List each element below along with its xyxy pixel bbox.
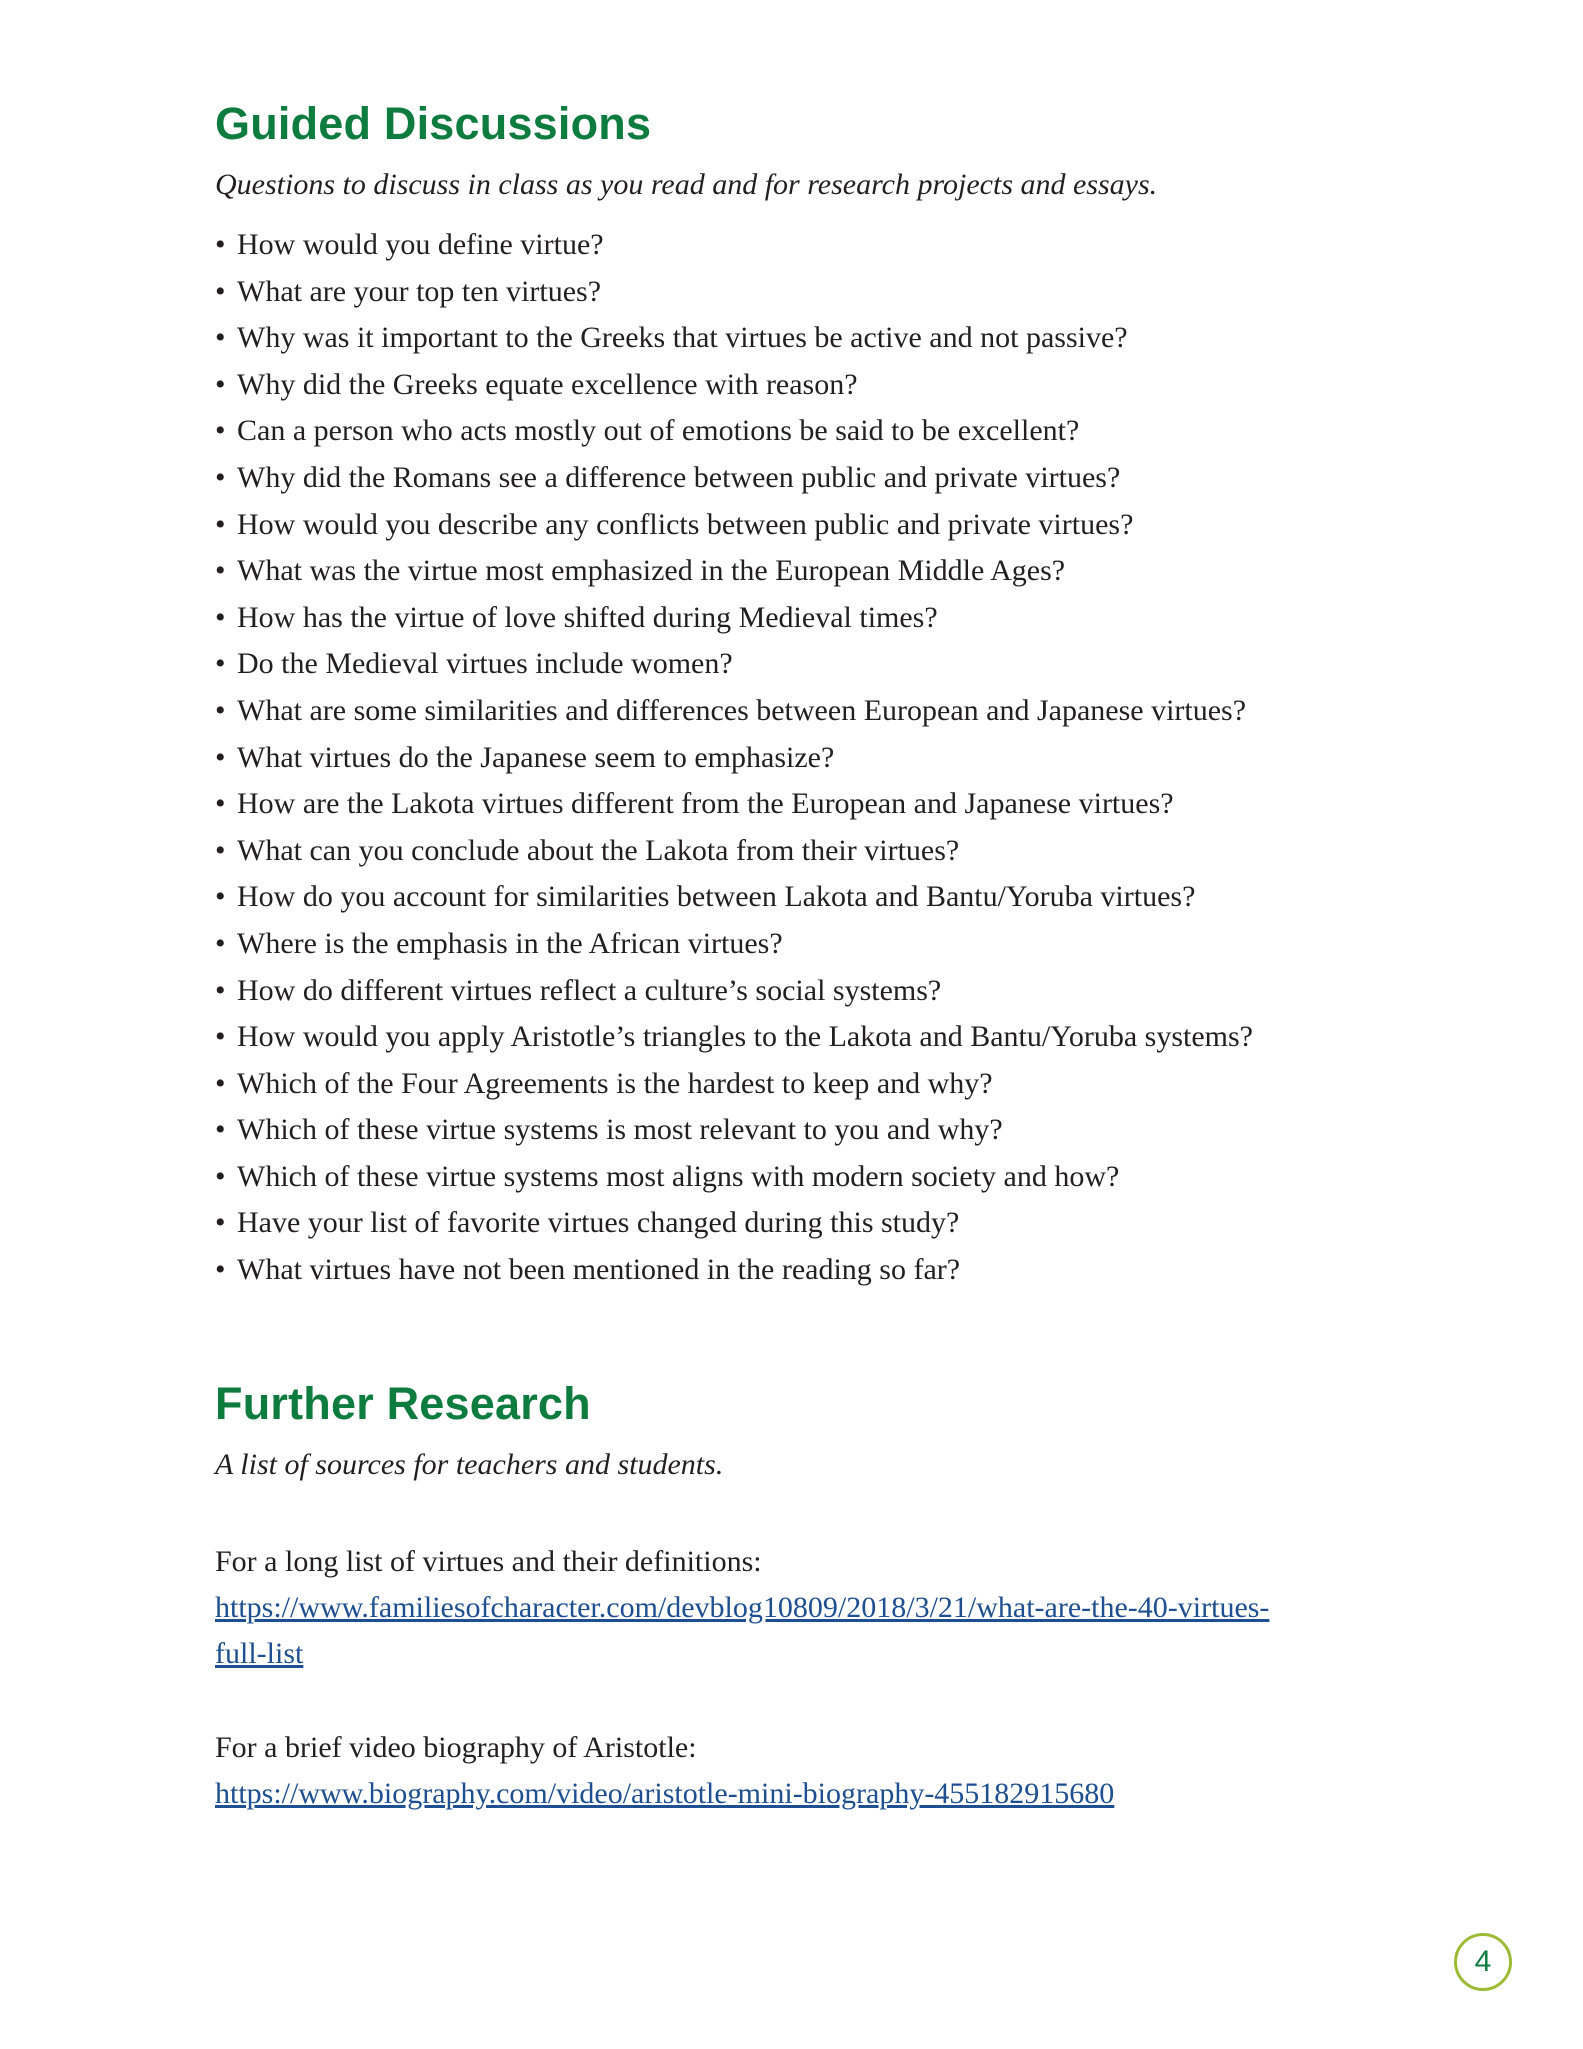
bullet: • [215,460,226,494]
list-item [215,784,1253,831]
bullet: • [215,973,226,1007]
question-text: What virtues have not been mentioned in the reading so far? [237,1253,961,1287]
guided-discussions-heading: Guided Discussions [215,98,652,149]
list-item [215,551,1253,598]
list-item [215,691,1253,738]
question-text: What was the virtue most emphasized in the European Middle Ages? [237,554,1066,588]
source-entry-aristotle [215,1725,1114,1817]
bullet: • [215,880,226,914]
list-item [215,318,1253,365]
bullet: • [215,647,226,681]
list-item [215,738,1253,785]
list-item [215,644,1253,691]
bullet: • [215,507,226,541]
list-item [215,1064,1253,1111]
question-text: What virtues do the Japanese seem to emphasize? [237,740,835,774]
question-text: What are some similarities and differences between European and Japanese virtues? [237,693,1247,727]
further-research-subtitle: A list of sources for teachers and students. [215,1448,724,1481]
question-text: Which of these virtue systems is most relevant to you and why? [237,1113,1003,1147]
question-text: How would you describe any conflicts between public and private virtues? [237,507,1134,541]
bullet: • [215,833,226,867]
bullet: • [215,321,226,355]
question-list [215,225,1253,1297]
list-item [215,598,1253,645]
link-text-line-2: full-list [215,1637,304,1670]
bullet: • [215,414,226,448]
bullet: • [215,1159,226,1193]
list-item [215,831,1253,878]
question-text: Can a person who acts mostly out of emotions be said to be excellent? [237,414,1080,448]
bullet: • [215,1253,226,1287]
bullet: • [215,600,226,634]
list-item [215,924,1253,971]
list-item [215,971,1253,1018]
question-text: How do different virtues reflect a culture’s social systems? [237,973,942,1007]
list-item [215,1110,1253,1157]
bullet: • [215,554,226,588]
list-item [215,1203,1253,1250]
question-text: What can you conclude about the Lakota from their virtues? [237,833,960,867]
question-text: How would you apply Aristotle’s triangles to the Lakota and Bantu/Yoruba systems? [237,1020,1254,1054]
list-item [215,1157,1253,1204]
list-item [215,1250,1253,1297]
question-text: Have your list of favorite virtues changed during this study? [237,1206,960,1240]
list-item [215,272,1253,319]
bullet: • [215,693,226,727]
list-item [215,1017,1253,1064]
bullet: • [215,274,226,308]
question-text: Why was it important to the Greeks that virtues be active and not passive? [237,321,1128,355]
guided-discussions-subtitle: Questions to discuss in class as you read and for research projects and essays. [215,168,1158,201]
link-text: https://www.biography.com/video/aristotle-mini-biography-455182915680 [215,1777,1115,1810]
bullet: • [215,367,226,401]
bullet: • [215,1206,226,1240]
source-label: For a brief video biography of Aristotle: [215,1731,697,1764]
list-item [215,411,1253,458]
bullet: • [215,1066,226,1100]
virtues-list-link[interactable] [215,1591,1269,1670]
page-number-badge [1454,1933,1512,1991]
source-label: For a long list of virtues and their definitions: [215,1545,762,1578]
aristotle-video-link[interactable] [215,1777,1114,1810]
bullet: • [215,926,226,960]
bullet: • [215,740,226,774]
list-item [215,877,1253,924]
question-text: Which of the Four Agreements is the hardest to keep and why? [237,1066,993,1100]
question-text: How are the Lakota virtues different from the European and Japanese virtues? [237,787,1174,821]
list-item [215,365,1253,412]
list-item [215,505,1253,552]
question-text: Why did the Romans see a difference between public and private virtues? [237,460,1121,494]
question-text: Do the Medieval virtues include women? [237,647,733,681]
list-item [215,458,1253,505]
question-text: Which of these virtue systems most aligns with modern society and how? [237,1159,1120,1193]
bullet: • [215,1113,226,1147]
further-research-heading: Further Research [215,1378,591,1429]
bullet: • [215,228,226,261]
bullet: • [215,1020,226,1054]
source-entry-virtues [215,1539,1269,1677]
question-text: What are your top ten virtues? [237,274,602,308]
question-text: How do you account for similarities between Lakota and Bantu/Yoruba virtues? [237,880,1196,914]
list-item [215,225,1253,272]
question-text: Why did the Greeks equate excellence with reason? [237,367,858,401]
page-number: 4 [1474,1945,1492,1978]
bullet: • [215,787,226,821]
question-text: How has the virtue of love shifted during Medieval times? [237,600,938,634]
link-text-line-1: https://www.familiesofcharacter.com/devblog10809/2018/3/21/what-are-the-40-virtues- [215,1591,1270,1624]
question-text: Where is the emphasis in the African virtues? [237,926,783,960]
question-text: How would you define virtue? [237,228,604,261]
